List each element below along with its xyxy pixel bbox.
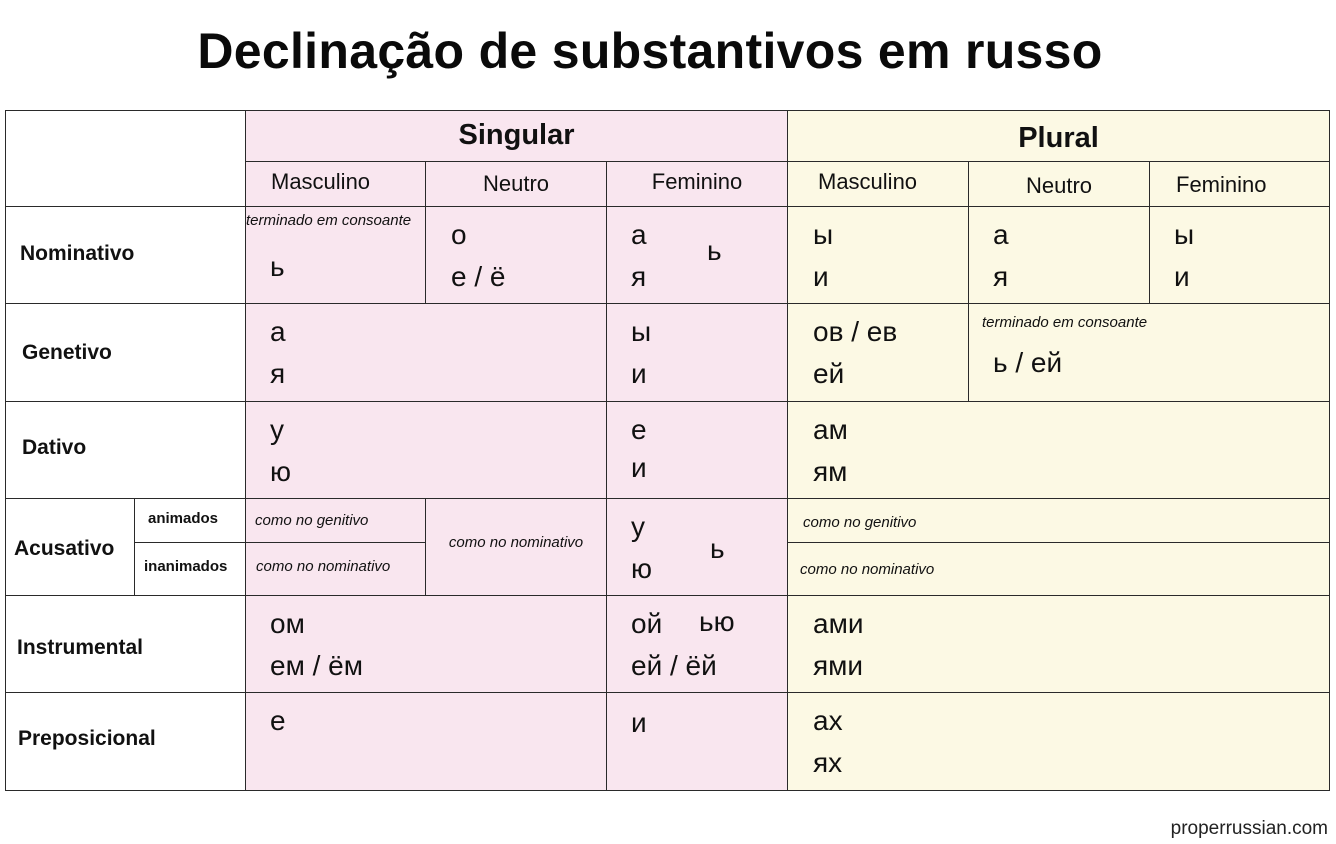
ending: е	[270, 705, 286, 736]
ending: ью	[699, 606, 735, 637]
note: terminado em consoante	[982, 314, 1148, 331]
case-label: Dativo	[22, 436, 87, 459]
acc-sg-masc-anim	[246, 499, 426, 543]
ending: я	[993, 261, 1009, 292]
ins-pl	[788, 596, 1330, 693]
gen-sg-masc-neut	[246, 304, 607, 402]
acc-sg-fem	[607, 499, 788, 596]
case-genetivo	[5, 304, 246, 402]
acc-sg-masc-inan	[246, 543, 426, 596]
ending: а	[631, 219, 647, 250]
pre-sg-fem	[607, 693, 788, 791]
ending: я	[631, 261, 647, 292]
ending: ем / ём	[270, 650, 363, 681]
page-title: Declinação de substantivos em russo	[197, 23, 1103, 79]
gen-pl-masc	[788, 304, 969, 402]
case-instrumental	[5, 596, 246, 693]
gender-label: Feminino	[651, 169, 743, 194]
gender-header-pl-fem	[1150, 162, 1330, 207]
nom-pl-fem	[1150, 207, 1330, 304]
gender-label: Neutro	[1025, 173, 1093, 198]
ending: ях	[813, 747, 843, 778]
ending: ами	[813, 608, 864, 639]
ending: е	[631, 414, 647, 445]
dat-sg-masc-neut	[246, 402, 607, 499]
ending: ы	[813, 219, 834, 250]
plural-label: Plural	[1018, 122, 1099, 154]
nom-sg-masc	[246, 207, 426, 304]
site-credit: properrussian.com	[1170, 818, 1328, 839]
case-preposicional	[5, 693, 246, 791]
acc-pl-inan	[788, 543, 1330, 596]
ending: и	[631, 707, 647, 738]
gender-header-pl-masc	[788, 162, 969, 207]
dat-sg-fem	[607, 402, 788, 499]
case-dativo	[5, 402, 246, 499]
gen-pl-neut-fem	[969, 304, 1330, 402]
ending: ам	[813, 414, 848, 445]
gender-label: Masculino	[271, 169, 371, 194]
note: como no genitivo	[255, 512, 369, 529]
acc-pl-anim	[788, 499, 1330, 543]
acc-inanimados	[135, 543, 246, 596]
ending: ов / ев	[813, 316, 898, 347]
case-label: Genetivo	[22, 341, 112, 364]
ending: ями	[813, 650, 864, 681]
gender-header-sg-neut	[426, 162, 607, 207]
acc-animados	[135, 499, 246, 543]
note: terminado em consoante	[246, 212, 412, 229]
case-nominativo	[5, 207, 246, 304]
ins-sg-masc-neut	[246, 596, 607, 693]
ending: ь / ей	[993, 347, 1063, 378]
pre-sg-masc-neut	[246, 693, 607, 791]
gender-header-sg-masc	[246, 162, 426, 207]
ending: а	[270, 316, 286, 347]
ending: ь	[270, 251, 285, 282]
nom-pl-neut	[969, 207, 1150, 304]
acc-sg-neut	[426, 499, 607, 596]
note: como no genitivo	[803, 514, 917, 531]
ending: и	[631, 452, 647, 483]
singular-header	[246, 110, 788, 162]
gender-label: Feminino	[1176, 172, 1267, 197]
gender-header-sg-fem	[607, 162, 788, 207]
ending: ом	[270, 608, 305, 639]
gender-label: Masculino	[818, 169, 918, 194]
ending: и	[813, 261, 829, 292]
nom-sg-fem	[607, 207, 788, 304]
corner-cell	[5, 110, 246, 207]
ending: ах	[813, 705, 843, 736]
case-acusativo	[5, 499, 135, 596]
sub-case-label: inanimados	[144, 558, 228, 575]
ending: а	[993, 219, 1009, 250]
ending: у	[270, 414, 284, 445]
nom-pl-masc	[788, 207, 969, 304]
case-label: Nominativo	[20, 242, 135, 265]
pre-pl	[788, 693, 1330, 791]
ending: ы	[1174, 219, 1195, 250]
note: como no nominativo	[800, 561, 935, 578]
ending: о	[451, 219, 467, 250]
ending: ей	[813, 358, 845, 389]
ending: ой	[631, 608, 663, 639]
ending: я	[270, 358, 286, 389]
ending: ь	[710, 533, 725, 564]
ending: и	[1174, 261, 1190, 292]
case-label: Instrumental	[17, 636, 144, 659]
sub-case-label: animados	[148, 510, 219, 527]
ending: ю	[270, 456, 291, 487]
ending: ь	[707, 235, 722, 266]
note: como no nominativo	[448, 534, 584, 551]
plural-header	[788, 110, 1330, 162]
gender-label: Neutro	[482, 171, 550, 196]
singular-label: Singular	[458, 119, 575, 151]
ins-sg-fem	[607, 596, 788, 693]
note: como no nominativo	[256, 558, 391, 575]
nom-sg-neut	[426, 207, 607, 304]
gen-sg-fem	[607, 304, 788, 402]
ending: ей / ёй	[631, 650, 717, 681]
ending: ям	[813, 456, 848, 487]
dat-pl	[788, 402, 1330, 499]
declension-table	[5, 110, 1330, 791]
ending: и	[631, 358, 647, 389]
ending: у	[631, 511, 645, 542]
gender-header-pl-neut	[969, 162, 1150, 207]
ending: ы	[631, 316, 652, 347]
ending: ю	[631, 553, 652, 584]
case-label: Acusativo	[14, 537, 115, 560]
ending: е / ё	[451, 261, 506, 292]
case-label: Preposicional	[18, 727, 156, 750]
